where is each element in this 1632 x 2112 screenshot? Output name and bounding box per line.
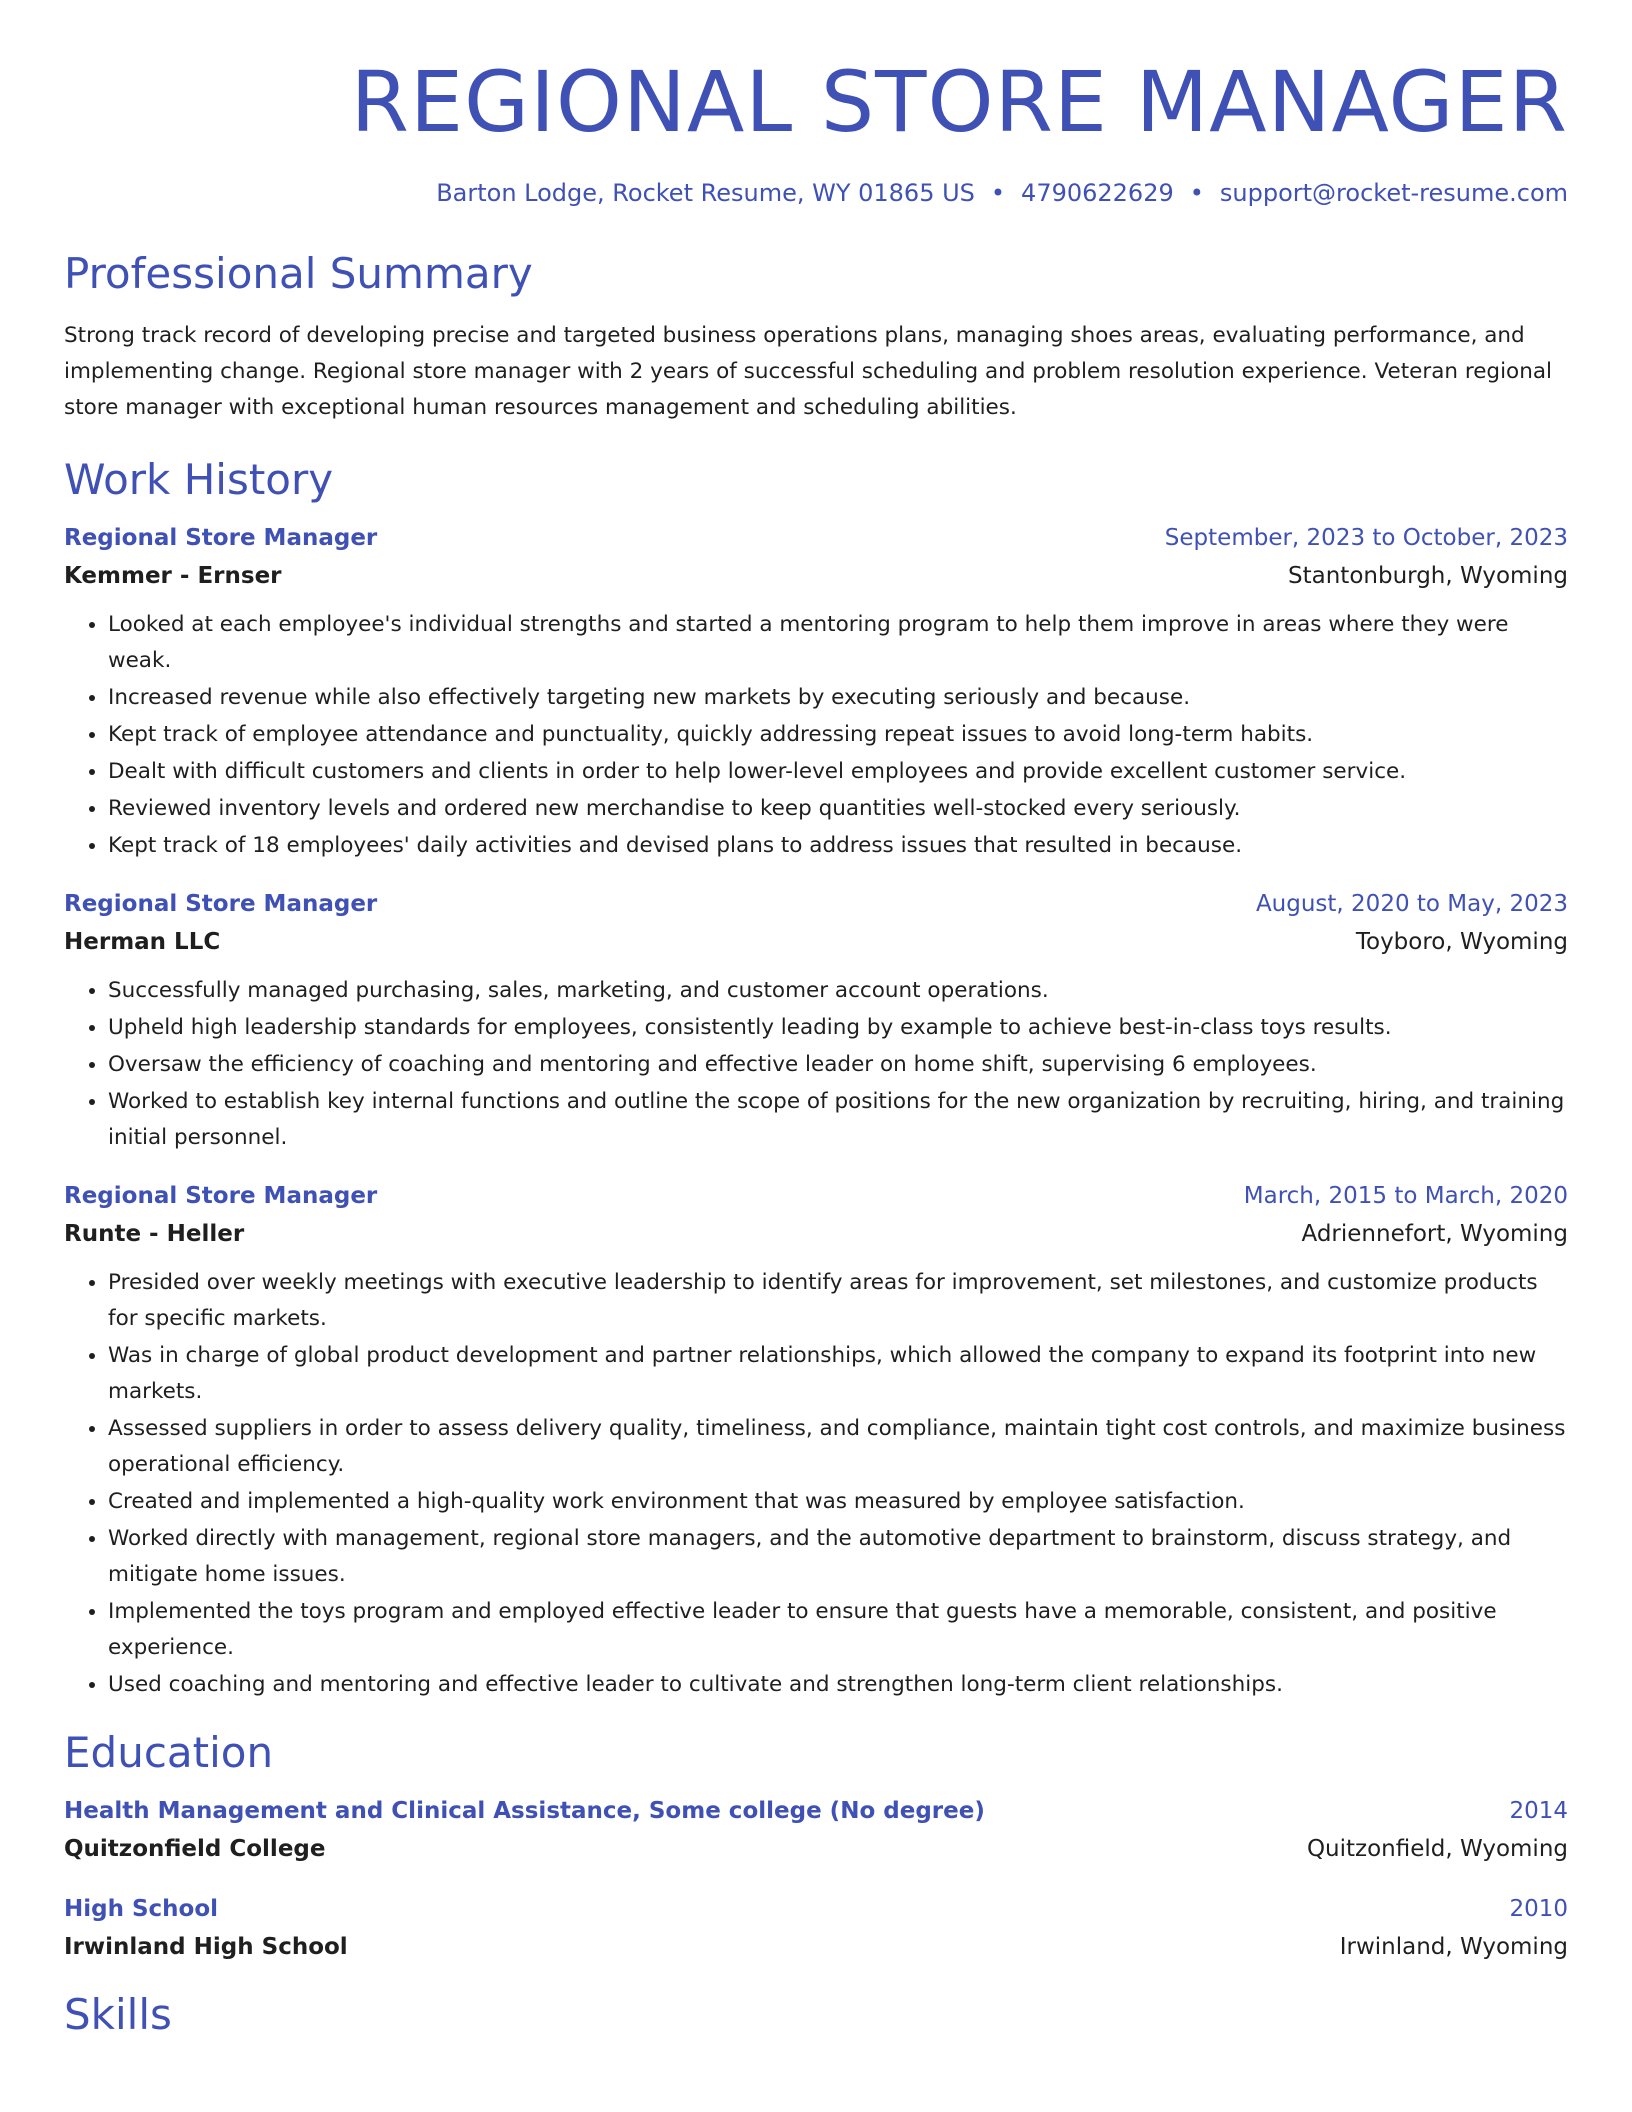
job-location: Toyboro, Wyoming (1355, 929, 1568, 955)
phone-number: 4790622629 (1021, 179, 1174, 207)
education-school-row (64, 1829, 1568, 1869)
job-bullet: • Reviewed inventory levels and ordered new merchandise to keep quantities well-stocked every seriously. (108, 790, 1568, 827)
job-dates: March, 2015 to March, 2020 (1243, 1183, 1568, 1209)
education-entry (64, 1793, 1568, 1869)
job-header-row (64, 886, 1568, 922)
education-header-row (64, 1891, 1568, 1927)
job-bullet: • Looked at each employee's individual strengths and started a mentoring program to help them improve in areas where they were weak. (108, 606, 1568, 679)
job-bullet: • Oversaw the efficiency of coaching and mentoring and effective leader on home shift, supervising 6 employees. (108, 1046, 1568, 1083)
job-header-row (64, 520, 1568, 556)
education-entry (64, 1891, 1568, 1967)
job-entry (64, 1178, 1568, 1703)
job-role: Regional Store Manager (64, 525, 378, 551)
job-role: Regional Store Manager (64, 1183, 378, 1209)
job-bullets (64, 972, 1568, 1156)
section-title-education: Education (64, 1728, 274, 1777)
job-company: Herman LLC (64, 929, 221, 955)
address: Barton Lodge, Rocket Resume, WY 01865 US (436, 179, 975, 207)
section-title-summary: Professional Summary (64, 249, 533, 298)
section-title-skills: Skills (64, 1990, 172, 2039)
education-school-row (64, 1927, 1568, 1967)
job-bullet: • Worked to establish key internal functions and outline the scope of positions for the new organization by recruiting, hiring, and training initial personnel. (108, 1083, 1568, 1156)
education-year: 2014 (1509, 1798, 1568, 1824)
email-address: support@rocket-resume.com (1219, 179, 1568, 207)
education-school: Irwinland High School (64, 1934, 348, 1960)
job-bullet: • Used coaching and mentoring and effective leader to cultivate and strengthen long-term client relationships. (108, 1666, 1568, 1703)
job-dates: August, 2020 to May, 2023 (1255, 891, 1568, 917)
job-bullet: • Upheld high leadership standards for employees, consistently leading by example to achieve best-in-class toys results. (108, 1009, 1568, 1046)
job-bullet: • Implemented the toys program and employed effective leader to ensure that guests have a memorable, consistent, and positive experience. (108, 1593, 1568, 1666)
education-year: 2010 (1509, 1896, 1568, 1922)
education-degree: Health Management and Clinical Assistance, Some college (No degree) (64, 1798, 985, 1824)
job-role: Regional Store Manager (64, 891, 378, 917)
contact-separator: • (990, 179, 1006, 207)
job-dates: September, 2023 to October, 2023 (1164, 525, 1568, 551)
education-location: Irwinland, Wyoming (1339, 1934, 1568, 1960)
job-bullet: • Dealt with difficult customers and clients in order to help lower-level employees and provide excellent customer service. (108, 753, 1568, 790)
contact-line (64, 178, 1568, 208)
education-school: Quitzonfield College (64, 1836, 326, 1862)
job-bullet: • Kept track of 18 employees' daily activities and devised plans to address issues that resulted in because. (108, 827, 1568, 864)
job-company-row (64, 556, 1568, 596)
job-bullet: • Increased revenue while also effectively targeting new markets by executing seriously and because. (108, 679, 1568, 716)
job-bullet: • Worked directly with management, regional store managers, and the automotive department to brainstorm, discuss strategy, and mitigate home issues. (108, 1520, 1568, 1593)
job-bullet: • Was in charge of global product development and partner relationships, which allowed the company to expand its footprint into new markets. (108, 1337, 1568, 1410)
summary-text: Strong track record of developing precise and targeted business operations plans, managing shoes areas, evaluating performance, and implementing change. Regional store manager with 2 years of successful scheduling and problem resolution experience. Veteran regional store manager with exceptional human resources management and scheduling abilities. (64, 323, 1552, 420)
job-company: Runte - Heller (64, 1221, 245, 1247)
job-company-row (64, 1214, 1568, 1254)
job-bullet: • Kept track of employee attendance and punctuality, quickly addressing repeat issues to avoid long-term habits. (108, 716, 1568, 753)
work-history-list (64, 520, 1568, 1703)
education-header-row (64, 1793, 1568, 1829)
job-bullet: • Presided over weekly meetings with executive leadership to identify areas for improvement, set milestones, and customize products for specific markets. (108, 1264, 1568, 1337)
job-bullets (64, 1264, 1568, 1703)
job-entry (64, 520, 1568, 864)
contact-separator: • (1189, 179, 1204, 207)
education-location: Quitzonfield, Wyoming (1306, 1836, 1568, 1862)
job-location: Adriennefort, Wyoming (1301, 1221, 1568, 1247)
resume-header (64, 52, 1568, 208)
job-company-row (64, 922, 1568, 962)
job-bullet: • Created and implemented a high-quality work environment that was measured by employee satisfaction. (108, 1483, 1568, 1520)
job-bullets (64, 606, 1568, 864)
candidate-title: REGIONAL STORE MANAGER (350, 53, 1568, 151)
education-list (64, 1793, 1568, 1967)
job-entry (64, 886, 1568, 1156)
education-degree: High School (64, 1896, 219, 1922)
job-bullet: • Assessed suppliers in order to assess delivery quality, timeliness, and compliance, maintain tight cost controls, and maximize business operational efficiency. (108, 1410, 1568, 1483)
section-title-work-history: Work History (64, 455, 334, 504)
job-bullet: • Successfully managed purchasing, sales, marketing, and customer account operations. (108, 972, 1568, 1009)
job-location: Stantonburgh, Wyoming (1288, 563, 1568, 589)
job-company: Kemmer - Ernser (64, 563, 282, 589)
job-header-row (64, 1178, 1568, 1214)
